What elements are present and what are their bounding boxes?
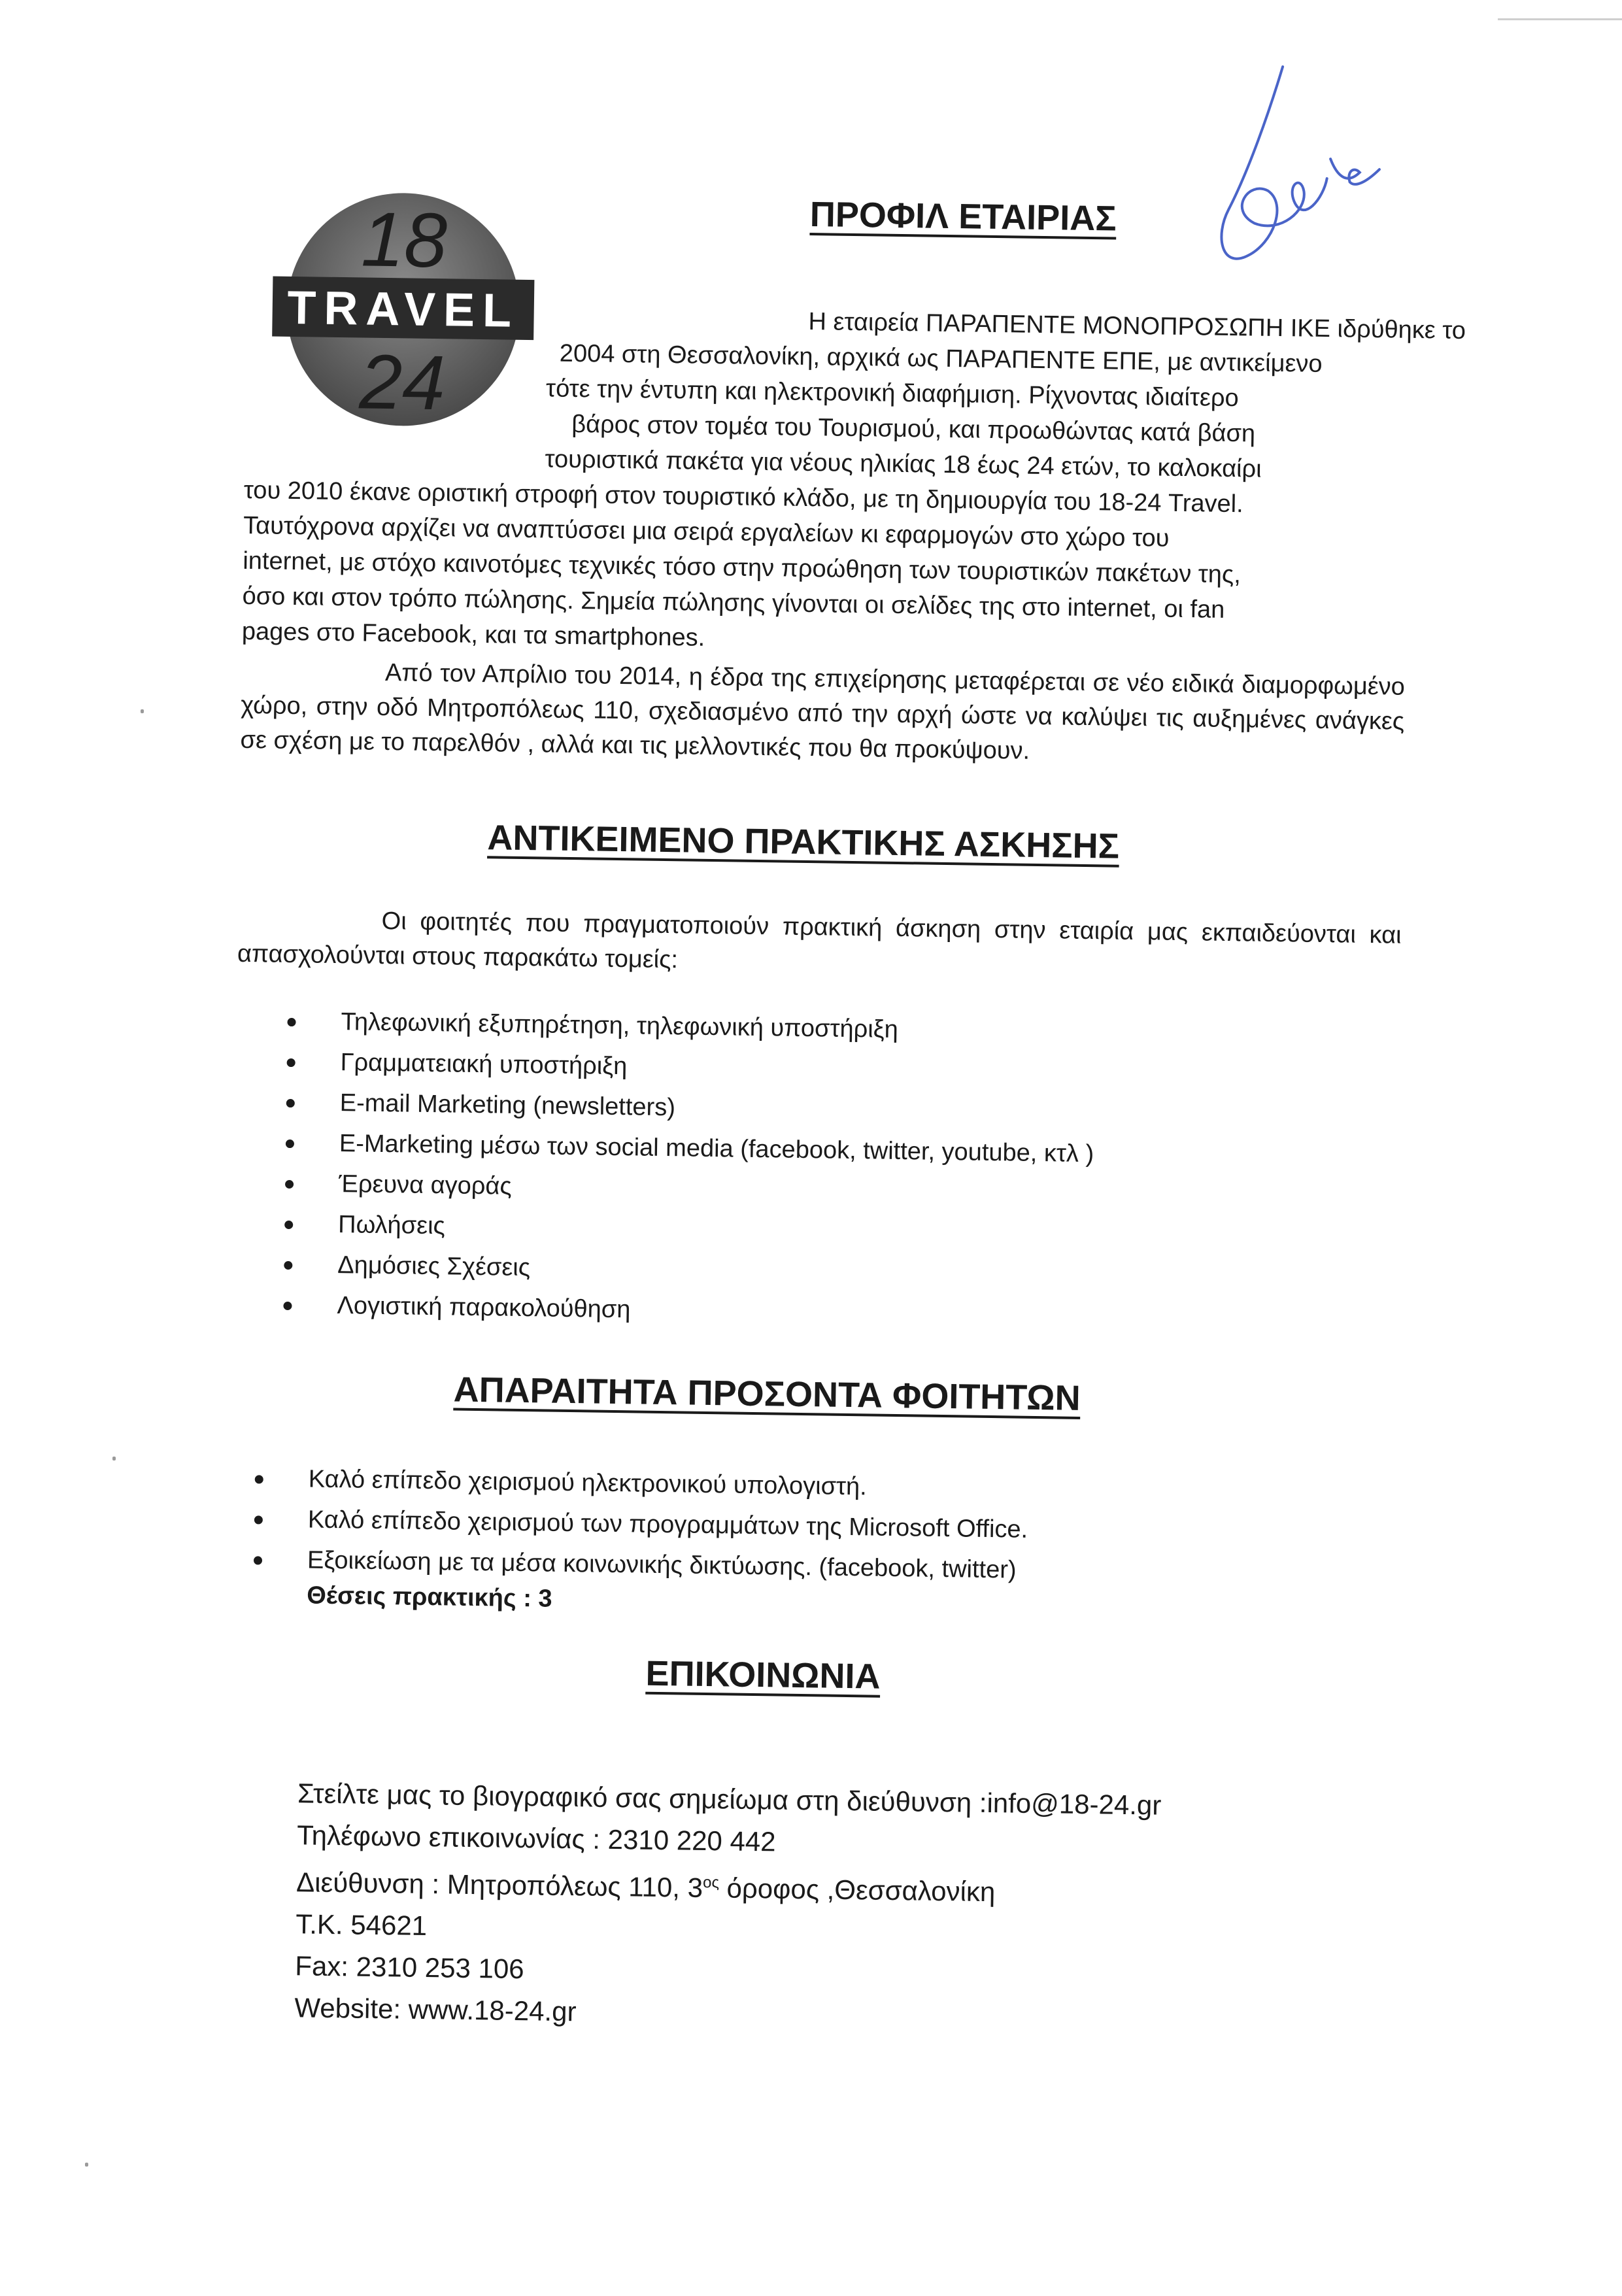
svg-text:18: 18: [360, 196, 448, 284]
internship-intro: Οι φοιτητές που πραγματοποιούν πρακτική άσκηση στην εταιρία μας εκπαιδεύονται και απασχολούνται στους παρακάτω τομείς:: [237, 907, 1402, 974]
profile-line-10: pages στο Facebook, και τα smartphones.: [241, 617, 705, 652]
profile-line-7: Ταυτόχρονα αρχίζει να αναπτύσσει μια σειρά εργαλείων κι εφαρμογών στο χώρο του: [243, 511, 1170, 552]
internship-positions: Θέσεις πρακτικής : 3: [306, 1581, 552, 1613]
scan-speck: [85, 2163, 88, 2167]
contact-cv-line: Στείλτε μας το βιογραφικό σας σημείωμα στη διεύθυνση :info@18-24.gr: [297, 1778, 1162, 1821]
list-item: Εξοικείωση με τα μέσα κοινωνικής δικτύωσης. (facebook, twitter): [242, 1539, 1028, 1591]
profile-line-9: όσο και στον τρόπο πώλησης. Σημεία πώλησης γίνονται οι σελίδες της στο internet, οι fan: [242, 582, 1225, 624]
list-item: Πωλήσεις: [273, 1204, 1093, 1256]
requirements-list: [242, 1458, 1029, 1591]
contact-phone-line: Τηλέφωνο επικοινωνίας : 2310 220 442: [296, 1819, 776, 1857]
list-item: Καλό επίπεδο χειρισμού των προγραμμάτων της Microsoft Office.: [242, 1498, 1028, 1550]
profile-paragraph-2: Από τον Απρίλιο του 2014, η έδρα της επιχείρησης μεταφέρεται σε νέο ειδικά διαμορφωμένο χώρο, στην οδό Μητροπόλεως 110, σχεδιασμένο από την αρχή ώστε να καλύψει τις αυξημένες ανάγκες σε σχέση με το παρελθόν , αλλά και τις μελλοντικές που θα προκύψουν.: [240, 658, 1406, 765]
list-item: Λογιστική παρακολούθηση: [271, 1285, 1092, 1337]
contact-address-line: Διεύθυνση : Μητροπόλεως 110, $3^{o\varsigma}$ όροφος ,Θεσσαλονίκη: [296, 1866, 996, 1908]
list-item: Γραμματειακή υποστήριξη: [275, 1041, 1095, 1094]
list-item: Καλό επίπεδο χειρισμού ηλεκτρονικού υπολογιστή.: [243, 1458, 1028, 1510]
svg-text:TRAVEL: TRAVEL: [286, 281, 520, 337]
company-profile-title: ΠΡΟΦΙΛ ΕΤΑΙΡΙΑΣ: [809, 195, 1117, 239]
svg-text:24: 24: [358, 339, 446, 427]
profile-line-8: internet, με στόχο καινοτόμες τεχνικές τόσο στην προώθηση των τουριστικών πακέτων της,: [243, 547, 1242, 589]
list-item: E-Marketing μέσω των social media (facebook, twitter, youtube, κτλ ): [274, 1123, 1094, 1175]
list-item: Δημόσιες Σχέσεις: [272, 1244, 1092, 1296]
scan-speck: [112, 1457, 116, 1460]
scan-edge-line: [1498, 18, 1622, 20]
profile-line-6: του 2010 έκανε οριστική στροφή στον τουριστικό κλάδο, με τη δημιουργία του 18-24 Travel.: [243, 476, 1243, 518]
handwritten-signature: [1188, 59, 1387, 297]
company-logo: [271, 177, 536, 443]
contact-title: ΕΠΙΚΟΙΝΩΝΙΑ: [645, 1653, 881, 1697]
profile-line-1: Η εταιρεία ΠΑΡΑΠΕΝΤΕ ΜΟΝΟΠΡΟΣΩΠΗ ΙΚΕ ιδρύθηκε το: [808, 307, 1466, 345]
document-content: [237, 157, 1466, 2027]
contact-postal-line: Τ.Κ. 54621: [295, 1908, 428, 1942]
contact-fax-line: Fax: 2310 253 106: [295, 1950, 524, 1985]
internship-title: ΑΝΤΙΚΕΙΜΕΝΟ ΠΡΑΚΤΙΚΗΣ ΑΣΚΗΣΗΣ: [487, 818, 1120, 866]
contact-block: [294, 1772, 1162, 2040]
scan-speck: [141, 709, 144, 713]
profile-line-3: τότε την έντυπη και ηλεκτρονική διαφήμιση. Ρίχνοντας ιδιαίτερο: [545, 375, 1239, 413]
profile-line-4: βάρος στον τομέα του Τουρισμού, και προωθώντας κατά βάση: [571, 410, 1256, 448]
contact-website-line: Website: www.18-24.gr: [294, 1992, 577, 2027]
list-item: E-mail Marketing (newsletters): [274, 1082, 1094, 1134]
profile-line-5: τουριστικά πακέτα για νέους ηλικίας 18 έως 24 ετών, το καλοκαίρι: [545, 445, 1262, 483]
requirements-title: ΑΠΑΡΑΙΤΗΤΑ ΠΡΟΣΟΝΤΑ ΦΟΙΤΗΤΩΝ: [453, 1370, 1081, 1418]
profile-line-2: 2004 στη Θεσσαλονίκη, αρχικά ως ΠΑΡΑΠΕΝΤΕ ΕΠΕ, με αντικείμενο: [559, 339, 1323, 378]
internship-areas-list: [271, 1001, 1096, 1336]
list-item: Τηλεφωνική εξυπηρέτηση, τηλεφωνική υποστήριξη: [275, 1001, 1096, 1053]
list-item: Έρευνα αγοράς: [273, 1163, 1094, 1215]
